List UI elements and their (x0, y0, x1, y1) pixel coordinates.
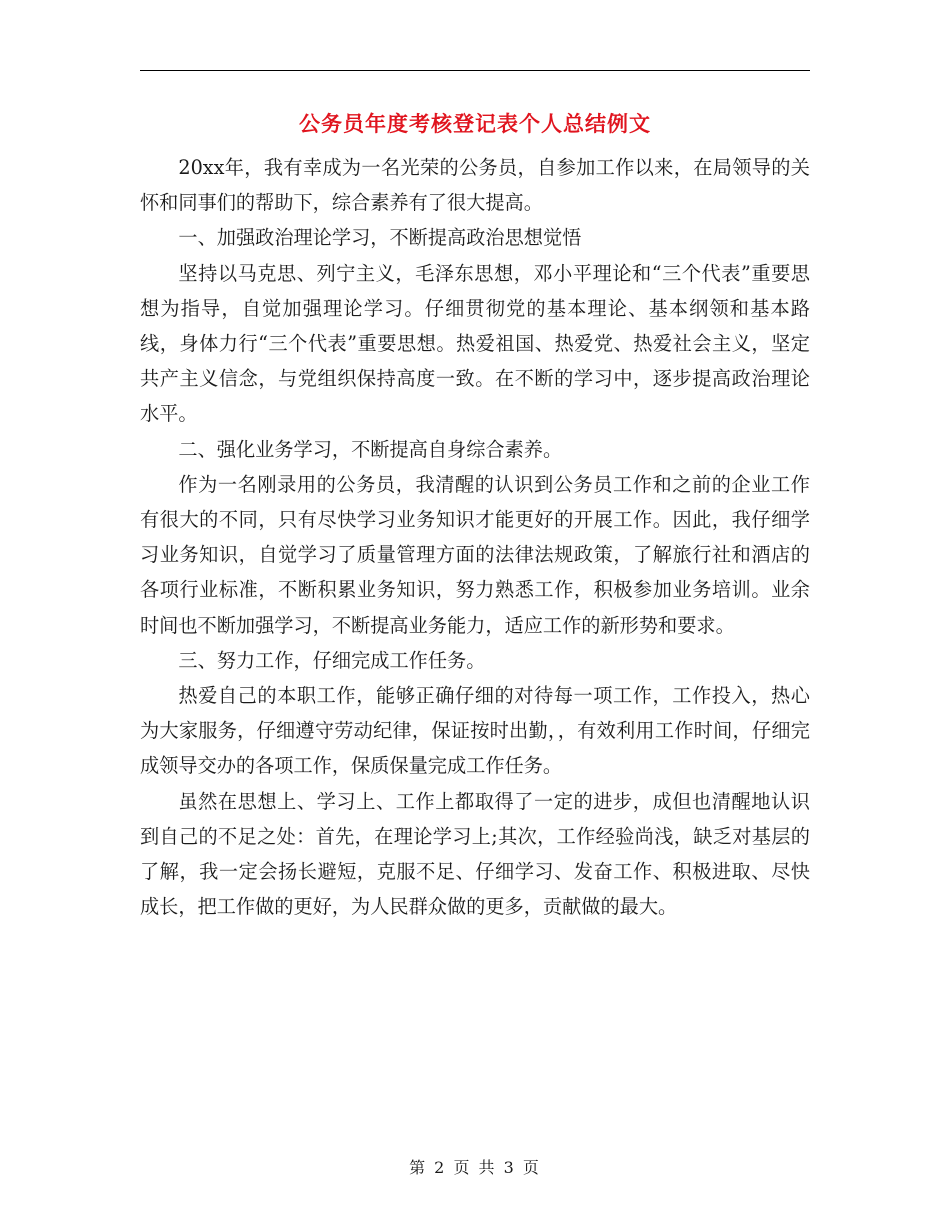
document-body (140, 150, 810, 924)
section-heading-2: 二、强化业务学习，不断提高自身综合素养。 (178, 437, 563, 461)
section-heading-1: 一、加强政治理论学习，不断提高政治思想觉悟 (178, 226, 582, 250)
paragraph-section-2: 作为一名刚录用的公务员，我清醒的认识到公务员工作和之前的企业工作有很大的不同，只有尽快学习业务知识才能更好的开展工作。因此，我仔细学习业务知识，自觉学习了质量管理方面的法律法规政策，了解旅行社和酒店的各项行业标准，不断积累业务知识，努力熟悉工作，积极参加业务培训。业余时间也不断加强学习，不断提高业务能力，适应工作的新形势和要求。 (140, 472, 810, 637)
document-title: 公务员年度考核登记表个人总结例文 (299, 111, 651, 136)
paragraph-section-1: 坚持以马克思、列宁主义，毛泽东思想，邓小平理论和“三个代表”重要思想为指导，自觉加强理论学习。仔细贯彻党的基本理论、基本纲领和基本路线，身体力行“三个代表”重要思想。热爱祖国、热爱党、热爱社会主义，坚定共产主义信念，与党组织保持高度一致。在不断的学习中，逐步提高政治理论水平。 (140, 261, 810, 426)
paragraph-section-3: 热爱自己的本职工作，能够正确仔细的对待每一项工作，工作投入，热心为大家服务，仔细遵守劳动纪律，保证按时出勤，，有效利用工作时间，仔细完成领导交办的各项工作，保质保量完成工作任务。 (140, 684, 810, 778)
section-heading-3: 三、努力工作，仔细完成工作任务。 (178, 648, 486, 672)
paragraph-conclusion: 虽然在思想上、学习上、工作上都取得了一定的进步，成但也清醒地认识到自己的不足之处：首先，在理论学习上;其次，工作经验尚浅，缺乏对基层的了解，我一定会扬长避短，克服不足、仔细学习、发奋工作、积极进取、尽快成长，把工作做的更好，为人民群众做的更多，贡献做的最大。 (140, 789, 810, 919)
paragraph-intro: 20xx年，我有幸成为一名光荣的公务员，自参加工作以来，在局领导的关怀和同事们的帮助下，综合素养有了很大提高。 (140, 156, 810, 215)
page-number-footer: 第 2 页 共 3 页 (409, 1158, 541, 1177)
header-rule (140, 70, 810, 71)
